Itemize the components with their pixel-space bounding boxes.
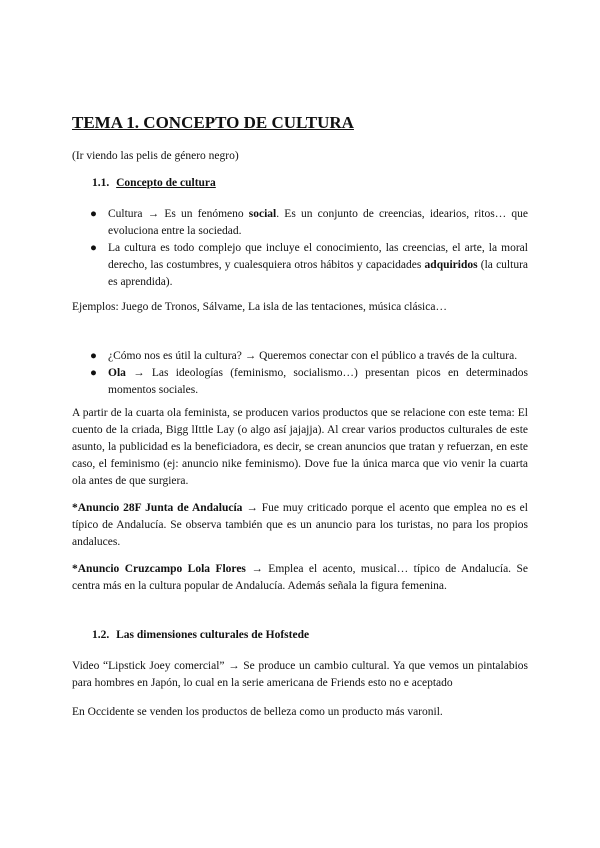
section-heading-1 [92,175,528,192]
bullet-icon: ● [90,242,97,254]
bullet-icon: ● [90,350,97,362]
list-item: ● ¿Cómo nos es útil la cultura? → Queremos conectar con el público a través de la cultura. [72,348,528,365]
bullet-list-2 [72,348,528,399]
occidente-paragraph: En Occidente se venden los productos de belleza como un producto más varonil. [72,706,443,718]
ad-paragraph-junta: *Anuncio 28F Junta de Andalucía → Fue muy criticado porque el acento que emplea no es el típico de Andalucía. Se observa también que es un anuncio para los turistas, no para los propios andaluces. [72,502,528,548]
ad-paragraph-cruzcampo: *Anuncio Cruzcampo Lola Flores → Emplea el acento, musical… típico de Andalucía. Se centra más en la cultura popular de Andalucía. Además señala la figura femenina. [72,563,528,592]
document-title: TEMA 1. CONCEPTO DE CULTURA [72,113,354,132]
bullet-icon: ● [90,208,97,220]
bullet-icon: ● [90,367,97,379]
section-heading-2 [92,627,528,644]
ad-label: *Anuncio Cruzcampo Lola Flores [72,563,246,575]
examples-text: Ejemplos: Juego de Tronos, Sálvame, La isla de las tentaciones, música clásica… [72,301,447,313]
bullet-list-1 [72,206,528,291]
video-paragraph: Video “Lipstick Joey comercial” → Se produce un cambio cultural. Ya que vemos un pintalabios para hombres en Japón, lo cual en la serie americana de Friends esto no e aceptado [72,660,528,689]
document-page [72,112,528,721]
ad-label: *Anuncio 28F Junta de Andalucía [72,502,243,514]
section-number: 1.1. [92,177,110,189]
list-item: ● Cultura → Es un fenómeno social. Es un conjunto de creencias, idearios, ritos… que evoluciona entre la sociedad. [90,208,528,237]
list-item: ● La cultura es todo complejo que incluye el conocimiento, las creencias, el arte, la moral derecho, las costumbres, y cualesquiera otros hábitos y capacidades adquiridos (la cultura es aprendida). [90,242,529,288]
section-title: Concepto de cultura [116,177,216,189]
feminism-paragraph: A partir de la cuarta ola feminista, se producen varios productos que se relacione con este tema: El cuento de la criada, Bigg lIttle Lay (o algo así jajajja). Al crear varios productos culturales de este asunto, la publicidad es la beneficiadora, es decir, se crean anuncios que tratan y refuerzan, en este caso, el feminismo (ej: anuncio nike feminismo). Dove fue la única marca que vio venir la cuarta ola antes de que surgiera. [72,407,528,487]
note-text: (Ir viendo las pelis de género negro) [72,150,239,162]
section-number: 1.2. [92,629,110,641]
section-title: Las dimensiones culturales de Hofstede [116,629,310,641]
list-item: ● Ola → Las ideologías (feminismo, socialismo…) presentan picos en determinados momentos sociales. [90,367,528,396]
